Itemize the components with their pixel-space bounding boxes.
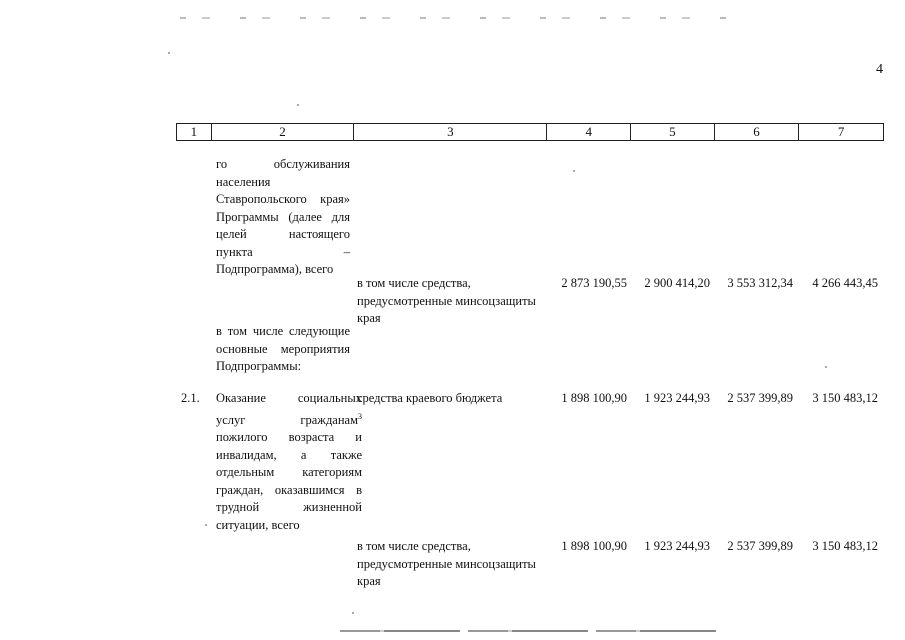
column-header-4: 4 [547, 124, 631, 140]
column-header-1: 1 [177, 124, 212, 140]
value-col6: 2 537 399,89 [727, 539, 793, 553]
value-col5: 2 900 414,20 [644, 276, 710, 290]
scan-speck [352, 612, 354, 614]
value-col7: 4 266 443,45 [812, 276, 878, 290]
scan-artifact-bottom [340, 630, 720, 632]
table-header-row [176, 123, 884, 141]
value-col5: 1 923 244,93 [644, 539, 710, 553]
subprogram-description: го обслуживания населения Ставропольского края» Программы (далее для целей настоящего пункта – Подпрограмма), всего [216, 157, 350, 276]
value-col6: 2 537 399,89 [727, 391, 793, 405]
activities-heading: в том числе следующие основные мероприятия Подпрограммы: [216, 324, 350, 373]
column-header-3: 3 [354, 124, 547, 140]
scan-speck [168, 52, 170, 54]
column-header-2: 2 [212, 124, 354, 140]
item-number: 2.1. [181, 391, 200, 405]
value-col4: 2 873 190,55 [561, 276, 627, 290]
value-col6: 3 553 312,34 [727, 276, 793, 290]
column-header-7: 7 [837, 124, 845, 139]
value-col7: 3 150 483,12 [812, 539, 878, 553]
value-col4: 1 898 100,90 [561, 391, 627, 405]
value-col7: 3 150 483,12 [812, 391, 878, 405]
scan-speck [205, 524, 207, 526]
page-number: 4 [876, 62, 883, 77]
funding-source: в том числе средства, предусмотренные минсоцзащиты края [357, 276, 536, 325]
footnote-marker: 3 [358, 411, 362, 421]
scan-speck [825, 366, 827, 368]
value-col5: 1 923 244,93 [644, 391, 710, 405]
column-header-5: 5 [631, 124, 715, 140]
column-header-6: 6 [715, 124, 800, 140]
value-col4: 1 898 100,90 [561, 539, 627, 553]
scan-speck [573, 170, 575, 172]
funding-source: средства краевого бюджета [357, 391, 503, 405]
scan-speck [297, 104, 299, 106]
funding-source: в том числе средства, предусмотренные минсоцзащиты края [357, 539, 536, 588]
scan-artifact-top [180, 17, 740, 19]
item-description: Оказание социальных услуг гражданам$^3$ пожилого возраста и инвалидам, а также отдельным категориям граждан, оказавшимся в трудной жизненной ситуации, всего [216, 391, 362, 532]
